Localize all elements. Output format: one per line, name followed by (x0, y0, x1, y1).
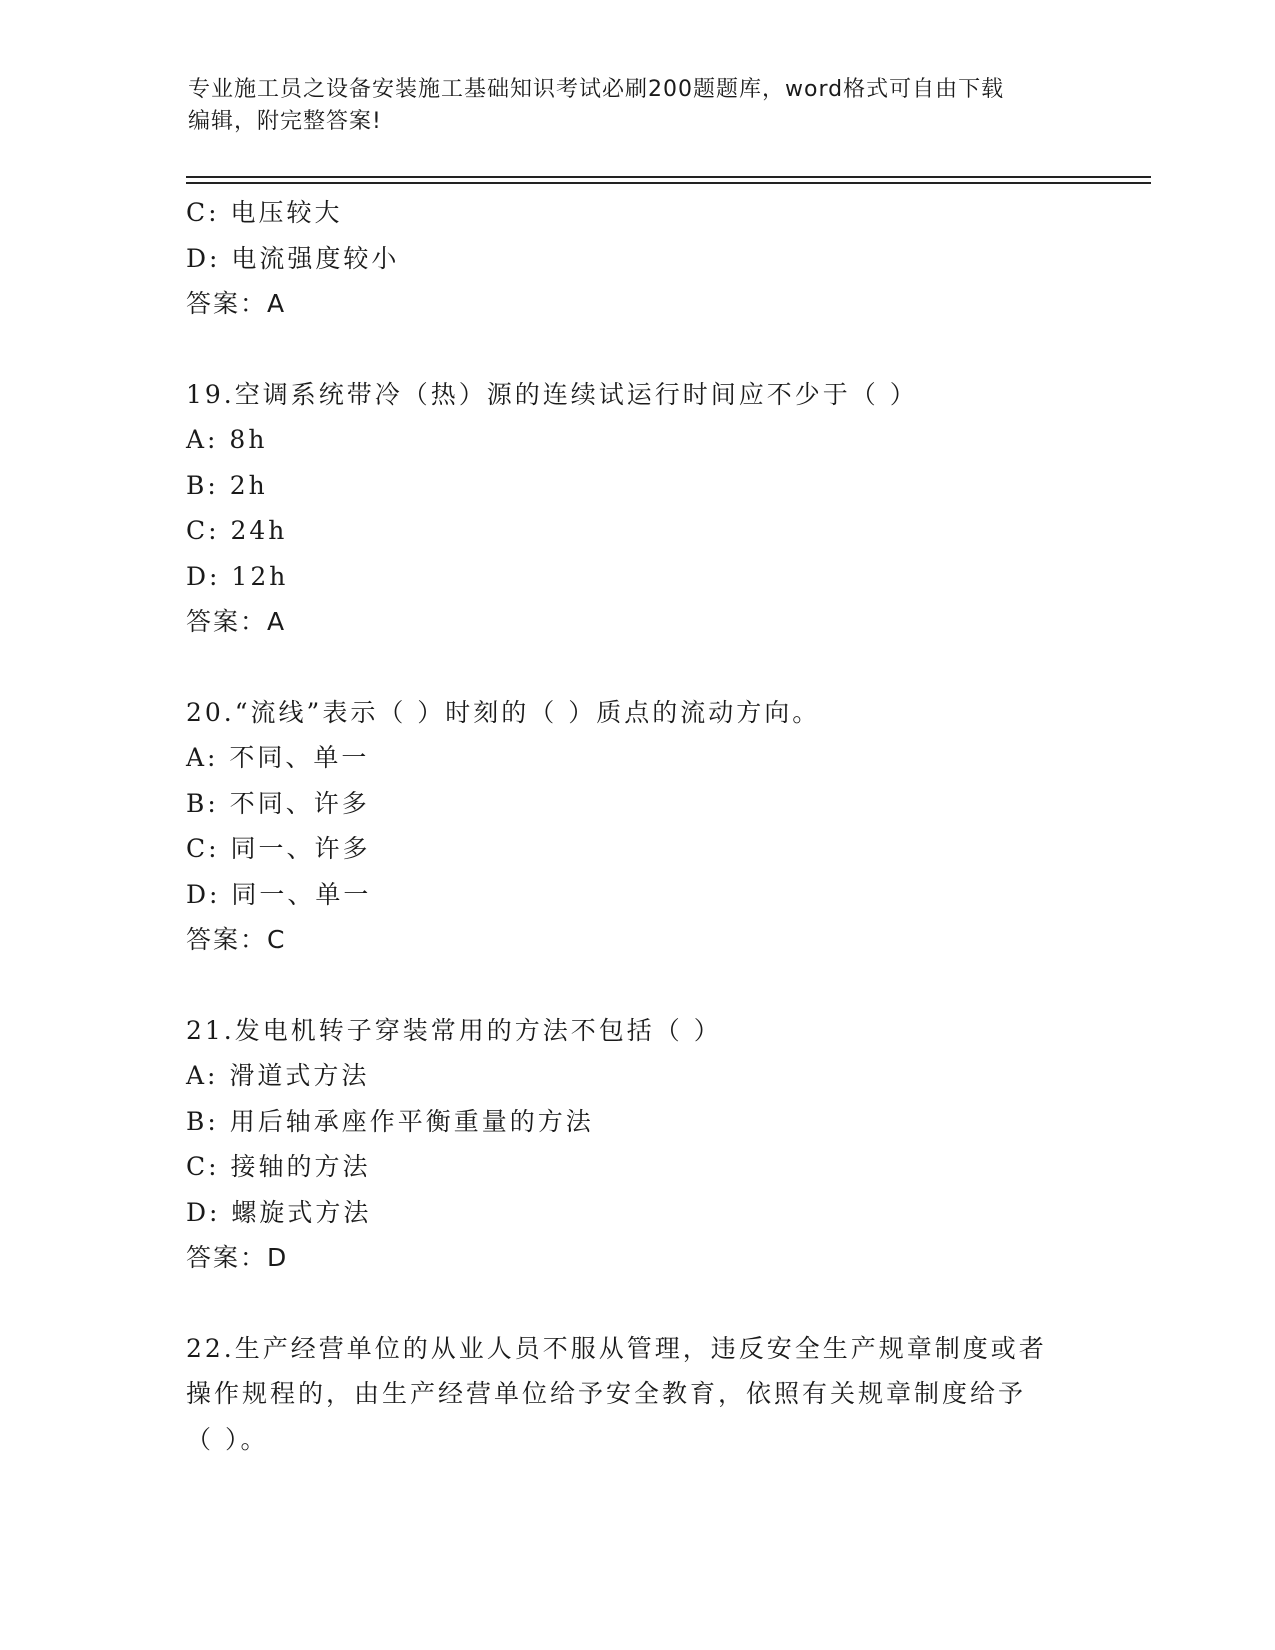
option-c: C: 24h (186, 516, 288, 545)
header-divider-bottom (186, 182, 1151, 184)
question-20 (186, 690, 1086, 963)
option-c: C: 电压较大 (186, 198, 343, 227)
question-stem: 21.发电机转子穿装常用的方法不包括（ ） (186, 1015, 722, 1045)
answer-label: 答案：A (186, 289, 287, 318)
question-list (186, 190, 1086, 1462)
header-title-line1: 专业施工员之设备安装施工基础知识考试必刷200题题库，word格式可自由下载 (188, 77, 1005, 102)
question-19 (186, 372, 1086, 645)
option-d: D: 螺旋式方法 (186, 1197, 372, 1227)
option-b: B: 2h (186, 470, 268, 500)
question-21 (186, 1008, 1086, 1281)
header-divider-top (186, 176, 1151, 178)
header-title-line2: 编辑，附完整答案! (188, 109, 382, 134)
option-c: C: 同一、许多 (186, 834, 371, 863)
option-b: B: 用后轴承座作平衡重量的方法 (186, 1106, 594, 1136)
document-header (188, 74, 1088, 138)
option-d: D: 电流强度较小 (186, 243, 400, 273)
option-a: A: 不同、单一 (186, 743, 370, 772)
question-stem-line1: 22.生产经营单位的从业人员不服从管理，违反安全生产规章制度或者 (186, 1333, 1047, 1363)
question-stem: 19.空调系统带冷（热）源的连续试运行时间应不少于（ ） (186, 379, 918, 409)
option-d: D: 12h (186, 561, 289, 591)
question-stem: 20.“流线”表示（ ）时刻的（ ）质点的流动方向。 (186, 697, 821, 727)
option-b: B: 不同、许多 (186, 788, 370, 818)
option-c: C: 接轴的方法 (186, 1152, 371, 1181)
question-stem-line2: 操作规程的，由生产经营单位给予安全教育，依照有关规章制度给予 (186, 1379, 1027, 1408)
question-stem-line3: （ ）。 (186, 1424, 269, 1454)
answer-label: 答案：C (186, 925, 287, 954)
option-a: A: 滑道式方法 (186, 1061, 370, 1090)
question-18-continuation (186, 190, 1086, 327)
answer-label: 答案：A (186, 607, 287, 636)
answer-label: 答案：D (186, 1243, 289, 1272)
option-a: A: 8h (186, 425, 268, 454)
question-22 (186, 1326, 1086, 1463)
option-d: D: 同一、单一 (186, 879, 372, 909)
